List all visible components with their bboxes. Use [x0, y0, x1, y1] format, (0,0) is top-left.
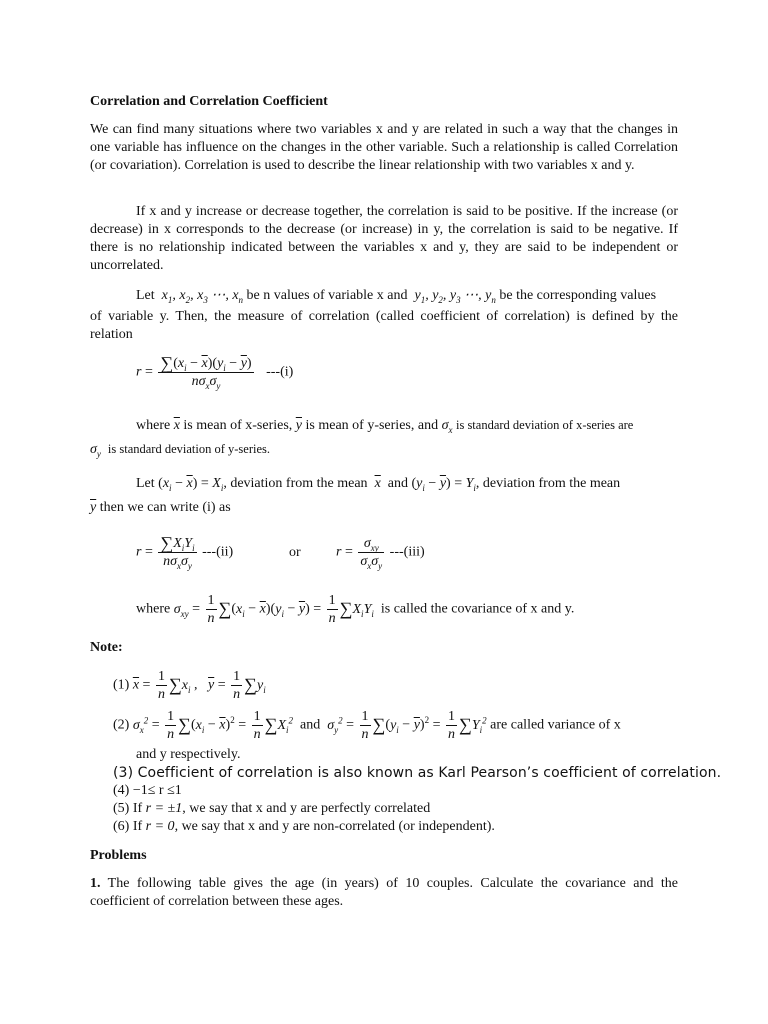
- covariance-line: where $\sigma_{xy}$ = $\frac{1}{n}$ $\sum(x_i - \overline{x})(y_i - \overline{y})$ = $\frac{1}{n}$ $\sum X_iY_i$ is called the covariance of x and y.: [136, 593, 575, 626]
- problem-1: [90, 875, 678, 911]
- equation-ii: r = $\frac{\sum X_iY_i}{n\sigma_x\sigma_y}$ ---(ii): [136, 533, 234, 571]
- section-heading: Correlation and Correlation Coefficient: [90, 94, 328, 109]
- equation-iii-tag: ---(iii): [389, 544, 425, 560]
- problem-1-number: 1.: [90, 876, 101, 891]
- para-measure: of variable y. Then, the measure of correlation (called coefficient of correlation) is defined by the relation: [90, 309, 678, 342]
- equation-i: r = $\frac{\sum(x_i - \overline{x})(y_i - \overline{y})}{n\sigma_x\sigma_y}$ ---(i): [136, 353, 294, 391]
- note-4: (4) −1≤ r ≤1: [113, 783, 182, 798]
- y-values-list: $y_1$, $y_2$, $y_3$ ⋯, $y_n$: [410, 288, 496, 305]
- where-sd-line: $\sigma_y$ is standard deviation of y-series.: [90, 442, 271, 459]
- problem-1-text: The following table gives the age (in years) of 10 couples. Calculate the covariance and the coefficient of correlation between these ages.: [90, 876, 678, 909]
- x-values-list: $x_1$, $x_2$, $x_3$ ⋯, $x_n$: [158, 288, 244, 305]
- equation-or: or: [289, 545, 301, 560]
- note-heading: Note:: [90, 640, 123, 655]
- equation-ii-tag: ---(ii): [202, 544, 234, 560]
- para-let-values-line: Let $x_1$, $x_2$, $x_3$ ⋯, $x_n$ be n values of variable x and $y_1$, $y_2$, $y_3$ ⋯, $y_n$ be the corresponding values: [136, 288, 657, 305]
- paragraph-sign: If x and y increase or decrease together, the correlation is said to be positive. If the increase (or decrease) in x corresponds to the decrease (or increase) in y, the correlation is said to be negative. If there is no relationship indicated between the variables x and y, they are said to be independent or uncorrelated.: [90, 204, 678, 273]
- note-6: (6) If r = 0, we say that x and y are non-correlated (or independent).: [113, 819, 495, 834]
- problems-heading: Problems: [90, 848, 147, 863]
- paragraph-intro: We can find many situations where two variables x and y are related in such a way that the changes in one variable has influence on the changes in the other variable. Such a relationship is called Correlation (or covariation). Correlation is used to describe the linear relationship with two variables x and y.: [90, 122, 678, 173]
- where-mean-line: where $\overline{x}$ is mean of x-series, $\overline{y}$ is mean of y-series, and $\sigma_x$ is standard deviation of x-series are: [136, 418, 634, 435]
- let-deviation-line: Let $(x_i - \overline{x}) = X_i$, deviation from the mean $\overline{x}$ and $(y_i - \overline{y}) = Y_i$, deviation from the mean: [136, 476, 621, 493]
- equation-i-tag: ---(i): [266, 364, 294, 380]
- equation-iii: r = $\frac{\sigma_{xy}}{\sigma_x\sigma_y}$ ---(iii): [336, 536, 425, 571]
- note-1: (1) $\overline{x}$ = $\frac{1}{n}$ $\sum x_i$ , $\overline{y}$ = $\frac{1}{n}$ $\sum y_i$: [113, 669, 266, 702]
- note-2: (2) $\sigma_x^2$ = $\frac{1}{n}$ $\sum(x_i - \overline{x})^2$ = $\frac{1}{n}$ $\sum X_i^2$ and $\sigma_y^2$ = $\frac{1}{n}$ $\sum(y_i - \overline{y})^2$ = $\frac{1}{n}$ $\sum Y_i^2$ are called variance of x: [113, 709, 621, 742]
- note-5: (5) If r = ±1, we say that x and y are perfectly correlated: [113, 801, 431, 816]
- note-2-cont: and y respectively.: [136, 747, 241, 762]
- write-as-line: $\overline{y}$ then we can write (i) as: [90, 500, 231, 515]
- note-3: (3) Coefficient of correlation is also known as Karl Pearson’s coefficient of correlation.: [113, 765, 722, 781]
